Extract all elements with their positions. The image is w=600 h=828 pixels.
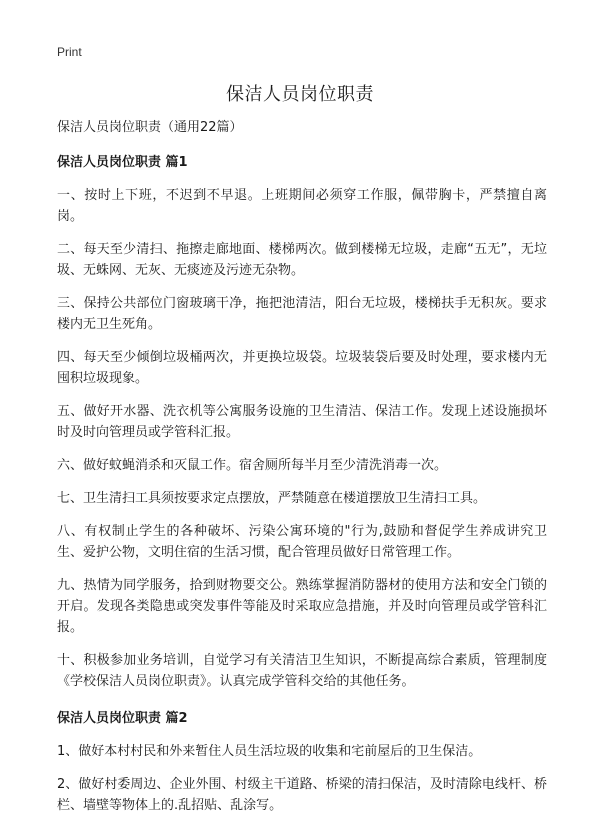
- paragraph: 五、做好开水器、洗衣机等公寓服务设施的卫生清洁、保洁工作。发现上述设施损坏时及时向管理员或学管科汇报。: [57, 404, 547, 440]
- paragraph: 八、有权制止学生的各种破坏、污染公寓环境的"行为,鼓励和督促学生养成讲究卫生、爱护公物，文明住宿的生活习惯，配合管理员做好日常管理工作。: [57, 524, 547, 560]
- paragraph: 1、做好本村村民和外来暂住人员生活垃圾的收集和宅前屋后的卫生保洁。: [57, 744, 482, 759]
- paragraph: 六、做好蚊蝇消杀和灭鼠工作。宿舍厕所每半月至少清洗消毒一次。: [57, 458, 448, 473]
- document-body: [57, 119, 547, 828]
- section-1: [57, 154, 547, 692]
- paragraph: 七、卫生清扫工具须按要求定点摆放，严禁随意在楼道摆放卫生清扫工具。: [57, 491, 487, 506]
- section-heading: 保洁人员岗位职责 篇1: [57, 155, 188, 170]
- paragraph: 三、保持公共部位门窗玻璃干净，拖把池清洁，阳台无垃圾，楼梯扶手无积灰。要求楼内无卫生死角。: [57, 296, 547, 332]
- page-title: 保洁人员岗位职责: [226, 84, 374, 105]
- paragraph: 十、积极参加业务培训，自觉学习有关清洁卫生知识，不断提高综合素质，管理制度《学校保洁人员岗位职责》。认真完成学管科交给的其他任务。: [57, 653, 547, 689]
- document-subtitle: 保洁人员岗位职责（通用22篇）: [57, 120, 243, 135]
- section-2: [57, 710, 547, 816]
- paragraph: 2、做好村委周边、企业外围、村级主干道路、桥梁的清扫保洁，及时清除电线杆、桥栏、墙壁等物体上的.乱招贴、乱涂写。: [57, 777, 547, 813]
- section-heading: 保洁人员岗位职责 篇2: [57, 711, 188, 726]
- paragraph: 二、每天至少清扫、拖擦走廊地面、楼梯两次。做到楼梯无垃圾，走廊“五无”，无垃圾、无蛛网、无灰、无痰迹及污迹无杂物。: [57, 242, 547, 278]
- paragraph: 九、热情为同学服务，拾到财物要交公。熟练掌握消防器材的使用方法和安全门锁的开启。发现各类隐患或突发事件等能及时采取应急措施，并及时向管理员或学管科汇报。: [57, 578, 547, 635]
- paragraph: 四、每天至少倾倒垃圾桶两次，并更换垃圾袋。垃圾装袋后要及时处理，要求楼内无囤积垃圾现象。: [57, 350, 547, 386]
- print-link[interactable]: Print: [57, 45, 82, 59]
- paragraph: 一、按时上下班，不迟到不早退。上班期间必须穿工作服，佩带胸卡，严禁擅自离岗。: [57, 188, 547, 224]
